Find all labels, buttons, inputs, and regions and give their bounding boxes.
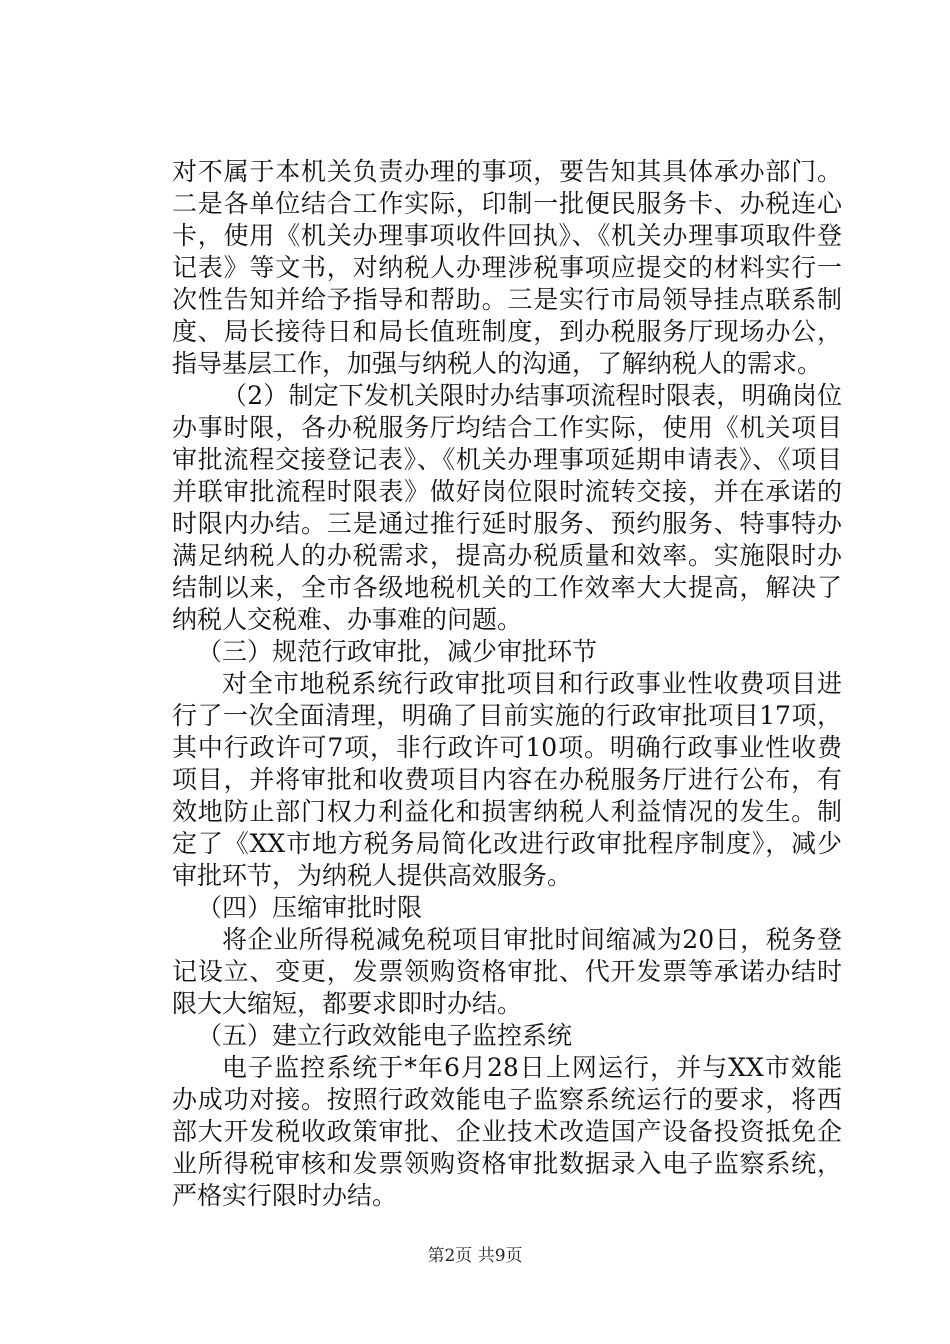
paragraph-time-limit-table: （2）制定下发机关限时办结事项流程时限表，明确岗位办事时限，各办税服务厅均结合工作实际，使用《机关项目审批流程交接登记表》、《机关办理事项延期申请表》、《项目并联审批流程时限表》做好岗位限时流转交接，并在承诺的时限内办结。三是通过推行延时服务、预约服务、特事特办满足纳税人的办税需求，提高办税质量和效率。实施限时办结制以来，全市各级地税机关的工作效率大大提高，解决了纳税人交税难、办事难的问题。 — [172, 381, 842, 634]
paragraph-e-monitoring: 电子监控系统于*年6月28日上网运行，并与XX市效能办成功对接。按照行政效能电子监察系统运行的要求，将西部大开发税收政策审批、企业技术改造国产设备投资抵免企业所得税审核和发票领购资格审批数据录入电子监察系统，严格实行限时办结。 — [172, 1053, 842, 1210]
section-heading-5: （五）建立行政效能电子监控系统 — [197, 1021, 573, 1050]
paragraph-continuation: 对不属于本机关负责办理的事项，要告知其具体承办部门。二是各单位结合工作实际，印制一批便民服务卡、办税连心卡，使用《机关办理事项收件回执》、《机关办理事项取件登记表》等文书，对纳税人办理涉税事项应提交的材料实行一次性告知并给予指导和帮助。三是实行市局领导挂点联系制度、局长接待日和局长值班制度，到办税服务厅现场办公，指导基层工作，加强与纳税人的沟通，了解纳税人的需求。 — [172, 157, 842, 378]
paragraph-approval-time: 将企业所得税减免税项目审批时间缩减为20日，税务登记设立、变更，发票领购资格审批、代开发票等承诺办结时限大大缩短，都要求即时办结。 — [172, 925, 842, 1018]
paragraph-admin-approval: 对全市地税系统行政审批项目和行政事业性收费项目进行了一次全面清理，明确了目前实施的行政审批项目17项，其中行政许可7项，非行政许可10项。明确行政事业性收费项目，并将审批和收费项目内容在办税服务厅进行公布，有效地防止部门权力利益化和损害纳税人利益情况的发生。制定了《XX市地方税务局简化改进行政审批程序制度》，减少审批环节，为纳税人提供高效服务。 — [172, 669, 842, 890]
section-heading-3: （三）规范行政审批，减少审批环节 — [197, 637, 598, 666]
document-body — [172, 156, 842, 1212]
section-heading-4: （四）压缩审批时限 — [197, 893, 423, 922]
page-number-footer: 第2页 共9页 — [427, 1246, 523, 1266]
